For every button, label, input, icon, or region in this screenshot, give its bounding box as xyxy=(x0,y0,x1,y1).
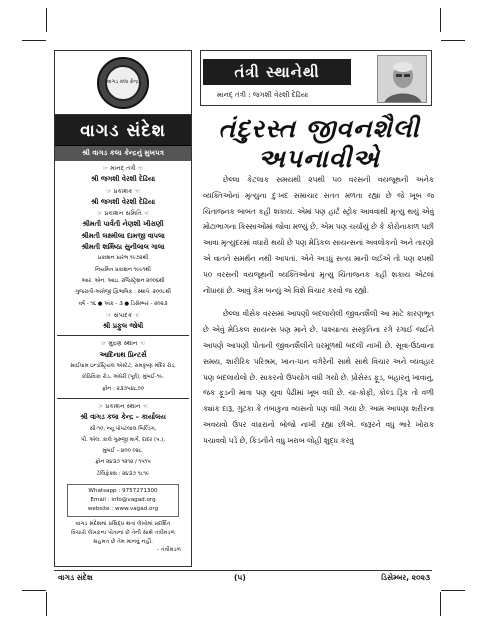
printer-phone: ફોન : ૨૩૭૫૪૮૭૦ xyxy=(102,385,144,392)
disclaimer xyxy=(55,517,191,547)
office-address: પી. એલ. કાલે ગુરુજી માર્ગ, દાદર (પ.), xyxy=(80,436,166,443)
founder-name: શ્રી જગશી વેરશી દેઢિયા xyxy=(90,175,156,184)
committee-member: શ્રીમતી શર્મિષ્ઠા સુનીલાલ ગાલા xyxy=(81,243,165,252)
crop-mark xyxy=(46,8,47,32)
printer-address: સાઈધામ ઇન્ડસ્ટ્રિયલ એસ્ટેટ, રામકૃષ્ણ મંદિર રોડ, xyxy=(70,363,176,370)
column-title: તંત્રી સ્થાનેથી xyxy=(203,59,351,85)
office-label: ☞ પ્રકાશન સ્થાન ☜ xyxy=(97,402,149,410)
disclaimer-line: વાગડ સંદેશમાં પ્રસિદ્ધ થતાં લેખોમાં પ્રદર્શિત xyxy=(75,521,171,528)
footer-title: વાગડ સંદેશ xyxy=(58,573,93,582)
editor-name: શ્રી પ્રફુલ જોષી xyxy=(102,322,144,331)
crop-mark xyxy=(22,590,46,591)
article-paragraph: છેલ્લા કેટલાક સમયથી ૨૫થી ૫૦ વરસની વયજૂથની અનેક વ્યક્તિઓનાં મૃત્યુના દુઃખદ સમાચાર સતત મળતા રહ્યા છે જે ખૂબ જ ચિંતાજનક બાબત કહી શકાય. એમાં પણ હાર્ટ સ્ટ્રોક આવવાથી મૃત્યુ થયું એવું મોટાભાગના કિસ્સાઓમાં જોવા મળ્યું છે. એમ પણ ચર્ચાયું છે કે કોરોનાકાળ પછી આવા મૃત્યુદરમાં વધારો થયો છે પણ મેડિકલ સાયન્સનાં અવલોકનો અને તારણો એ વાતને સમર્થન નથી આપતાં. એને અડધું સત્ય માની લઈએ તો પણ ૨૫થી ૫૦ વરસની વયજૂથની વ્યક્તિઓનાં મૃત્યુ ચિંતાજનક કહી શકાય એટલાં નોંધાયાં છે. આવું કેમ બન્યું એ વિશે વિચાર કરવો જ રહ્યો. xyxy=(203,175,434,295)
issue-line: વર્ષ - ૧૬ ● અંક - ૩ ● ડિસેમ્બર - ૨૦૨૩ xyxy=(78,300,168,307)
website-link[interactable]: website : www.vagad.org xyxy=(87,506,159,513)
publisher-label: ☞ પ્રકાશક ☜ xyxy=(105,187,141,195)
disclaimer-line: વિચારો લેખકના પોતાના છે તેની સાથે તંત્રીમંડળ xyxy=(71,530,175,537)
headline-line: તંદુરસ્ત જીવનશૈલી xyxy=(218,114,420,143)
crop-mark xyxy=(441,590,465,591)
org-logo xyxy=(97,57,149,109)
masthead-sidebar xyxy=(54,50,192,567)
freq-line: નિયમિત પ્રકાશન ૧૯૯૧થી xyxy=(95,266,151,273)
crop-mark xyxy=(440,8,441,32)
credits-block xyxy=(55,161,191,480)
page-footer xyxy=(54,570,432,584)
editor-label: ☞ સંપાદક ☜ xyxy=(106,311,140,319)
printer-label: ☞ મુદ્રણ સ્થાન ☜ xyxy=(100,340,146,348)
committee-label: ☞ પ્રકાશન સમિતિ ☜ xyxy=(96,210,150,218)
footer-date: ડિસેમ્બર, ૨૦૨૩ xyxy=(381,573,430,582)
column-banner xyxy=(200,50,432,106)
publisher-name: શ્રી જગશી વેરશી દેઢિયા xyxy=(90,197,156,206)
email-link[interactable]: Email : info@vagad.org xyxy=(90,497,156,504)
registration-line: આર. એન. આઇ. રજિસ્ટ્રેશન ૨૦૦૬થી xyxy=(81,277,165,284)
language-line: ગુજરાતી-અંગ્રેજી દ્વિભાષિક : સ્થાપે. ૨૦૦૮થી xyxy=(75,289,171,296)
disclaimer-signature: - તંત્રીમંડળ xyxy=(157,547,181,554)
whatsapp-line: Whatsapp : 9757271300 xyxy=(88,488,158,495)
printer-name: આદિનાથ પ્રિન્ટર્સ xyxy=(99,350,147,359)
headline-line: અપનાવીએ xyxy=(258,144,380,173)
article-paragraph: છેલ્લા વીસેક વરસમાં આપણી બદલાયેલી જીવનશૈલી આ માટે કારણભૂત છે એવું મેડિકલ સાયન્સ પણ માને છે. પાશ્ચાત્ય સંસ્કૃતિના રંગે રંગાઈ જઈને આપણે આપણી પોતાની જીવનશૈલીને ધરમૂળથી બદલી નાખી છે. સૂવા-ઉઠવાના સમય, શારીરિક પરિશ્રમ, ખાન-પાન વગેરેની સાથે સાથે વિચાર અને વ્યવહાર પણ બદલાયેલો છે. સાકરનો ઉપયોગ વધી ગયો છે. પ્રોસેસ્ડ ફૂડ, બહારનું ખાવાનું, જંક ફૂડની માત્રા પણ યુવા પેઢીમાં ખૂબ વધી છે. ચા-કોફી, કોલ્ડ ડ્રિંક તો વળી ક્યાંક દારૂ, ગુટકા કે તંબાકુના વ્યસનો પણ વધી ગયા છે. આમ આપણા શરીરના અવયવો ઉપર વધારાનો બોજો નાખી રહ્યા છીએ. જરૂરને વધુ ભારે ખોરાક પચાવવો પડે છે, કિડનીને વધુ ખરાબ લોહી શુદ્ધ કરવું xyxy=(203,309,434,445)
office-address: સી-૧૦, ન્યૂ પોપટલાલ બિલ્ડિંગ, xyxy=(89,425,157,432)
start-line: પ્રકાશન પ્રારંભ ૧૯૭૨થી xyxy=(97,255,149,262)
disclaimer-line: સહમત છે તેમ માનવું નહીં. xyxy=(93,539,153,546)
page-number: (૫) xyxy=(234,573,246,582)
office-phone: ફોન ૨૪૩૭ ૧૨૧૨ / ૧૫૧૫ xyxy=(95,459,151,466)
column-byline: માનદ્ તંત્રી : જગશી વેરશી દેઢિયા xyxy=(217,91,309,99)
logo-text: વાગડ કલા કેન્દ્ર xyxy=(105,65,141,101)
office-name: શ્રી વાગડ કલા કેન્દ્ર – કાર્યાલય xyxy=(80,413,166,422)
divider xyxy=(57,335,189,336)
mouthpiece-strip: શ્રી વાગડ કલા કેન્દ્રનું મુખપત્ર xyxy=(55,146,191,161)
editor-photo xyxy=(377,55,427,103)
contact-box xyxy=(67,484,179,517)
divider xyxy=(57,398,189,399)
committee-member: શ્રીમતી પાર્વતી નેણશી ખીરાણી xyxy=(82,220,164,229)
article-body xyxy=(203,172,434,457)
crop-mark xyxy=(46,592,47,616)
printer-address: કોઠિવિકા રોડ, અંધેરી (પૂર્વ), મુંબઈ-૧૯. xyxy=(81,374,165,381)
committee-member: શ્રીમતી લક્ષ્મીલા દામજી વાપલા xyxy=(81,231,165,240)
magazine-title: વાગડ સંદેશ xyxy=(55,115,191,146)
logo-box xyxy=(55,51,191,115)
office-fax: ટેલિફેક્સ : ૨૪૩૭ ૧૮૧૯ xyxy=(96,470,150,477)
founder-label: ☞ માનદ્ તંત્રી ☜ xyxy=(102,165,144,172)
office-address: મુંબઈ – ૪૦૦ ૦૨૮. xyxy=(102,448,144,455)
crop-mark xyxy=(440,592,441,616)
crop-mark xyxy=(22,40,46,41)
crop-mark xyxy=(441,40,465,41)
article-headline xyxy=(208,114,430,174)
